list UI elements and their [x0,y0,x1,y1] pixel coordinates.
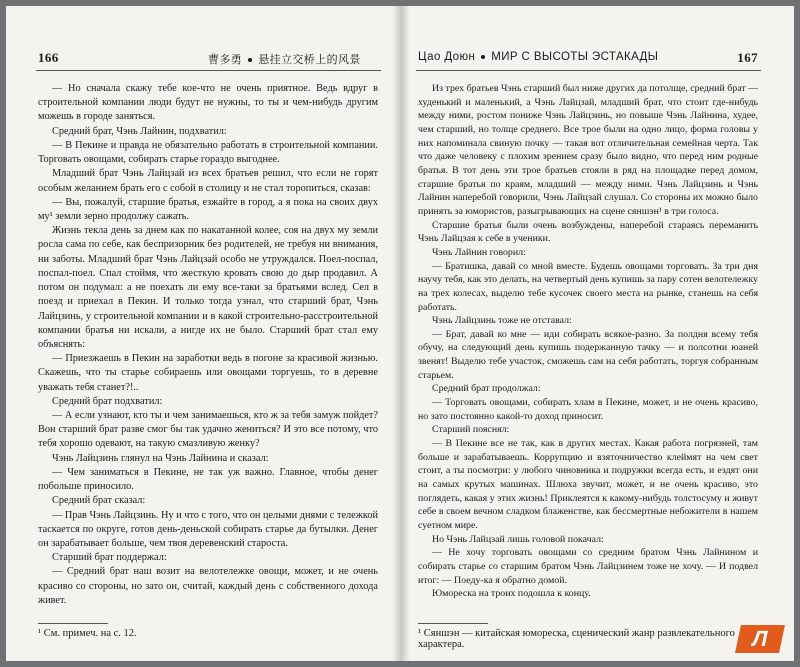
paragraph: Средний брат, Чэнь Лайнин, подхватил: [52,125,227,137]
paragraph: Жизнь текла день за днем как по накатанной колее, соя на двух му земли росла сама по себе, как беспризорник без родителей, не требуя ни внимания, ни заботы. Младший брат Чэнь Лайцзай особо не утруждался. Поел-поспал, поспал-поел. Спал стоймя, что жесткую кровать свою до дыр продавил. А потом он подумал: а не поехать ли ему все-таки за братьями вслед. Сел в поезд и приехал в Пекин. И только тогда узнал, что старший брат, Чэнь Лайцзинь, у строительной компании и в какой строительно-расстроительной компании братья ни искали, а нигде их не было. Старший брат стал ему объяснять: [38,225,378,350]
right-footnote-rule [418,623,488,624]
paragraph: — А если узнают, кто ты и чем занимаешься, кто ж за тебя замуж пойдет? Вон старший брат разве смог бы так удачно жениться? И это все потому, что тебя хорошо одевают, на такую смазливую женку? [38,410,378,450]
left-body-text [38,82,378,608]
paragraph: — Приезжаешь в Пекин на заработки ведь в погоне за красивой жизнью. Скажешь, что ты старье собираешь или овощами торгуешь, то в деревне уважать тебя станет?!.. [38,353,378,393]
left-page-number: 166 [38,50,59,65]
left-header-author: 曹多勇 [208,53,243,66]
paragraph: — Торговать овощами, собирать хлам в Пекине, может, и не очень красиво, но зато постоянно какой-то доход приносит. [418,397,758,422]
right-header-author: Цао Доюн [418,51,476,63]
left-page [6,6,400,661]
left-running-header [38,50,378,68]
paragraph: Из трех братьев Чэнь старший был ниже других да потолще, средний брат — худенький и маленький, а Чэнь Лайцзай, младший брат, что стоит где-нибудь между ними, ростом пониже Чэнь Лайцзинь, но повыше Чэнь Лайнина, худее, чем старший, но толще среднего. Все трое были на одно лицо, форма головы у них напоминала свиную почку — такая вот отличительная семейная черта. Так что даже человеку с плохим зрением сразу было видно, что перед ним родные братья. В тот день эти трое братьев стояли в ряд на площадке перед домом, старшие братья по краям, младший — между ними. Чэнь Лайцзинь и Чэнь Лайнин наперебой говорили, Чэнь Лайцзай слушал. Со стороны их можно было принять за юмористов, разыгрывающих на сцене сяншэн¹ в три голоса. [418,83,758,217]
paragraph: — Братишка, давай со мной вместе. Будешь овощами торговать. За три дня научу тебя, как это делать, на четвертый день купишь за пару сотен велотележку на трех колесах, выделю тебе кусочек своего места на рынке, станешь на себя работать. [418,260,758,313]
paragraph: — Средний брат наш возит на велотележке овощи, может, и не очень красиво со стороны, но зато он, считай, каждый день с собственного дохода живет. [38,566,378,606]
paragraph: Юмореска на троих подошла к концу. [432,588,591,600]
paragraph: Старший пояснял: [432,424,510,436]
header-bullet [248,58,252,62]
paragraph: Но Чэнь Лайцзай лишь головой покачал: [432,533,604,545]
book-spread [6,6,794,661]
paragraph: — Прав Чэнь Лайцзинь. Ну и что с того, что он целыми днями с тележкой таскается по округе, готов день-деньской собирать старье да бутылки. Денег он зарабатывает больше, чем твоя деревенский староста. [38,509,378,549]
paragraph: — Брат, давай ко мне — иди собирать всякое-разно. За полдня всему тебя обучу, на следующий день купишь подержанную тачку — и полсотни юаней звенят! Выделю тебе участок, сможешь сам на себя работать, торгуя собранным старьем. [418,328,758,381]
publisher-logo-icon: Л [735,625,785,653]
right-header-title: МИР С ВЫСОТЫ ЭСТАКАДЫ [491,51,659,63]
paragraph: Средний брат сказал: [52,495,146,507]
header-bullet [481,55,485,59]
paragraph: — В Пекине и правда не обязательно работать в строительной компании. Торговать овощами, собирать старье гораздо выгоднее. [38,139,378,166]
left-footnote: ¹ См. примеч. на с. 12. [38,628,137,639]
paragraph: Чэнь Лайнин говорил: [432,246,526,258]
paragraph: — Не хочу торговать овощами со средним братом Чэнь Лайнином и собирать старье со старшим братом Чэнь Лайцзинем тоже не хочу. — И подвел итог: — Поеду-ка я обратно домой. [418,547,758,586]
left-header-rule [36,70,381,71]
paragraph: Средний брат подхватил: [52,395,163,407]
paragraph: Чэнь Лайцзинь глянул на Чэнь Лайнина и сказал: [52,452,269,464]
paragraph: Старший брат поддержал: [52,552,167,564]
right-footnote: ¹ Сяншэн — китайская юмореска, сценический жанр развлекательного характера. [418,628,735,650]
paragraph: Старшие братья были очень возбуждены, наперебой стараясь переманить Чэнь Лайцзая к себе в ученики. [418,219,758,245]
right-running-header [418,50,758,68]
left-header-title: 悬挂立交桥上的风景 [258,53,361,66]
right-header-rule [416,70,761,71]
left-footnote-rule [38,623,108,624]
paragraph: — Вы, пожалуй, старшие братья, езжайте в город, а я пока на своих двух му¹ земли зерно продолжу сажать. [38,196,378,222]
paragraph: — Чем заниматься в Пекине, не так уж важно. Главное, чтобы денег побольше приносило. [38,466,378,493]
right-page [400,6,794,661]
paragraph: Средний брат продолжал: [432,383,541,395]
right-page-number: 167 [737,50,758,65]
paragraph: — Но сначала скажу тебе кое-что не очень приятное. Ведь вдруг в строительной компании люди будут не нужны, то ты и чем-нибудь другим можешь в городе заняться. [38,83,378,123]
paragraph: Чэнь Лайцзинь тоже не отставал: [432,315,572,327]
paragraph: Младший брат Чэнь Лайцзай из всех братьев решил, что если не горят особым желанием брать его с собой в столицу и не стал торопиться, сказав: [38,168,378,194]
right-body-text [418,82,758,601]
paragraph: — В Пекине все не так, как в других местах. Какая работа погрязней, там больше и зарабатываешь. Коррупцию и взяточничество клеймят на чем свет стоит, а ты посмотри: у любого чиновника и подружки всегда есть, и ездят они на самых крутых машинах. Шлюха звучит, может, и не очень красиво, это поглядеть, какая у этих жизнь! Приклеятся к какому-нибудь толстосуму и живут себе в своем вечном сладком блаженстве, как бессмертные небожители в нашем суетном мире. [418,438,758,531]
